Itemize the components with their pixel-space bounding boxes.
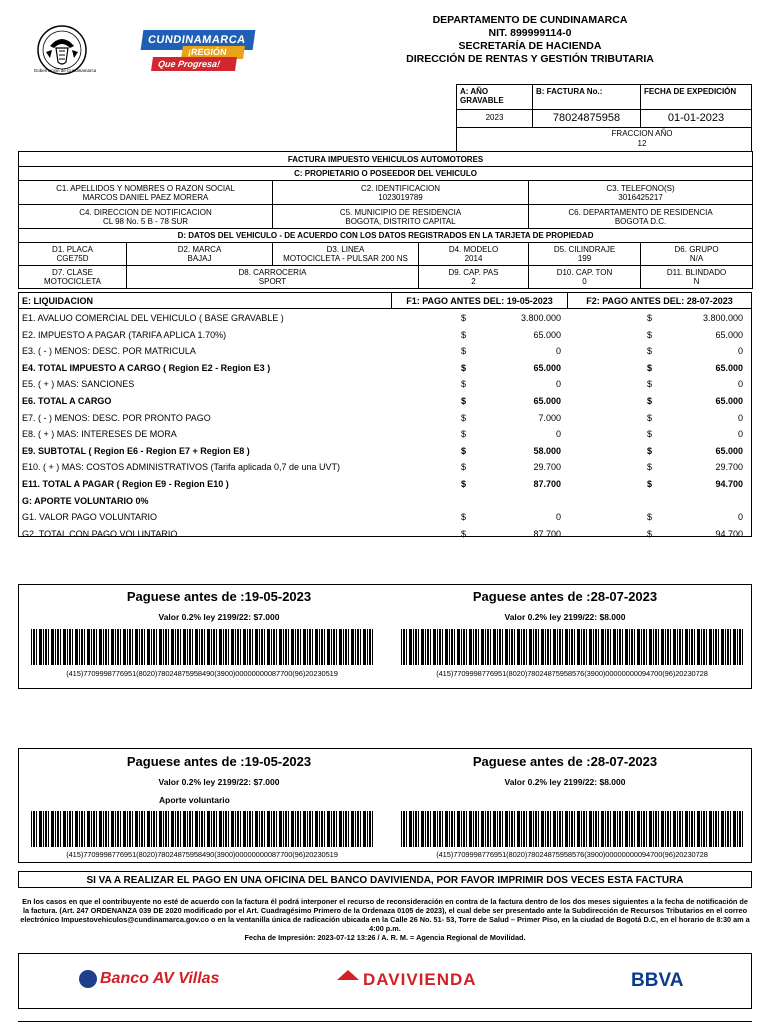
liquidacion-header — [19, 293, 751, 309]
d8-cell — [127, 266, 419, 289]
d7-value: MOTOCICLETA — [43, 277, 102, 286]
d6-value: N/A — [689, 254, 704, 263]
liquidacion-row — [19, 310, 751, 327]
f1-amount: 0 — [555, 429, 561, 440]
f1-currency: $ — [461, 412, 467, 423]
coupon2-left-barcode — [31, 811, 373, 847]
issuer-line-1: DEPARTAMENTO DE CUNDINAMARCA — [432, 14, 628, 26]
f1-header: F1: PAGO ANTES DEL: 19-05-2023 — [391, 293, 567, 308]
f1-currency: $ — [461, 445, 467, 456]
fecha-label: FECHA DE EXPEDICIÓN — [641, 85, 751, 110]
d6-cell — [641, 243, 753, 266]
coupon2-left-title: Paguese antes de :19-05-2023 — [126, 754, 312, 769]
d11-cell — [641, 266, 753, 289]
aporte-voluntario-title — [19, 493, 751, 510]
avvillas-icon — [79, 970, 97, 988]
liquidacion-row — [19, 443, 751, 460]
row-label: E1. AVALUO COMERCIAL DEL VEHICULO ( BASE GRAVABLE ) — [22, 313, 284, 323]
f1-currency: $ — [461, 528, 467, 539]
section-title: FACTURA IMPUESTO VEHICULOS AUTOMOTORES — [19, 152, 753, 167]
liquidacion-row — [19, 360, 751, 377]
liquidacion-section — [18, 292, 752, 537]
f1-amount: 3.800.000 — [520, 313, 561, 323]
row-label: E2. IMPUESTO A PAGAR (TARIFA APLICA 1.70%) — [22, 329, 227, 340]
liquidacion-title: E: LIQUIDACION — [22, 296, 93, 306]
row-label: E9. SUBTOTAL ( Region E6 - Region E7 + Region E8 ) — [22, 445, 250, 456]
f2-amount: 65.000 — [715, 362, 743, 373]
f1-currency: $ — [461, 462, 467, 473]
coupon1-left-barcode — [31, 629, 373, 665]
c4-value: CL 98 No. 5 B - 78 SUR — [102, 216, 189, 226]
d7-cell — [19, 266, 127, 289]
c1-label: C1. APELLIDOS Y NOMBRES O RAZON SOCIAL — [56, 183, 235, 193]
liquidacion-row — [19, 426, 751, 443]
f1-amount: 87.700 — [533, 528, 561, 539]
d1-cell — [19, 243, 127, 266]
d4-cell — [419, 243, 529, 266]
d5-cell — [529, 243, 641, 266]
coupon1-right-code: (415)7709998776951(8020)78024875958576(3900)00000000094700(96)20230728 — [436, 669, 708, 678]
row-label: E4. TOTAL IMPUESTO A CARGO ( Region E2 - Region E3 ) — [22, 362, 271, 373]
f2-amount: 0 — [737, 346, 743, 357]
coupon2-left-code: (415)7709998776951(8020)78024875958490(3900)00000000087700(96)20230519 — [66, 850, 338, 859]
bottom-divider — [18, 1021, 752, 1022]
liquidacion-row — [19, 327, 751, 344]
year-value: 2023 — [457, 110, 533, 128]
f2-amount: 65.000 — [715, 445, 743, 456]
aporte-title-text: G: APORTE VOLUNTARIO 0% — [22, 495, 149, 506]
c6-cell — [529, 205, 753, 229]
d3-value: MOTOCICLETA - PULSAR 200 NS — [283, 254, 408, 263]
f1-currency: $ — [461, 329, 467, 340]
avvillas-name: Banco AV Villas — [100, 970, 220, 988]
c2-value: 1023019789 — [378, 192, 423, 202]
davivienda-house-icon — [337, 970, 359, 980]
legal-text: En los casos en que el contribuyente no esté de acuerdo con la factura él podrá interponer el recurso de reconsideración en contra de la factura dentro de los dos meses siguientes a la fecha de notificación de la factura. (Art. 247 ORDENANZA 039 DE 2020 modificado por el Art. Cuadragésimo Primero de la Ordenaza 0105 de 2023), el cual debe ser presentado ante la Subdirección de Recursos Tributarios en el correo electrónico Impuestovehiculos@cundinamarca.gov.co o en la ventanilla única de radicación ubicada en la Calle 26 No. 51- 53, Torre de Salud – Primer Piso, en la ciudad de Bogotá D.C, en el horario de 8:30 am a 4:00 p.m. — [20, 897, 750, 933]
d3-cell — [273, 243, 419, 266]
f2-currency: $ — [647, 396, 653, 406]
bank-logos — [18, 953, 752, 1009]
d1-label: D1. PLACA — [52, 245, 93, 254]
c2-label: C2. IDENTIFICACION — [360, 183, 441, 193]
c3-label: C3. TELEFONO(S) — [606, 183, 675, 193]
d5-label: D5. CILINDRAJE — [553, 245, 616, 254]
f2-currency: $ — [647, 362, 653, 373]
f2-amount: 94.700 — [715, 479, 743, 489]
d10-value: 0 — [582, 277, 587, 286]
c5-value: BOGOTA, DISTRITO CAPITAL — [345, 216, 456, 226]
d3-label: D3. LINEA — [326, 245, 365, 254]
f1-amount: 65.000 — [533, 329, 561, 340]
row-label: E6. TOTAL A CARGO — [22, 396, 112, 406]
coupon2-right-barcode — [401, 811, 743, 847]
c3-cell — [529, 181, 753, 205]
f1-amount: 29.700 — [533, 462, 561, 473]
f2-amount: 65.000 — [715, 329, 743, 340]
issuer-header — [330, 14, 730, 66]
avvillas-logo — [79, 970, 219, 988]
f1-amount: 0 — [555, 379, 561, 390]
d5-value: 199 — [577, 254, 592, 263]
f2-amount: 0 — [737, 512, 743, 523]
f2-header: F2: PAGO ANTES DEL: 28-07-2023 — [567, 293, 751, 308]
issuer-line-3: SECRETARÍA DE HACIENDA — [458, 40, 602, 52]
d10-cell — [529, 266, 641, 289]
coupon1-left-title: Paguese antes de :19-05-2023 — [126, 589, 312, 604]
coupon1-right-title: Paguese antes de :28-07-2023 — [472, 589, 658, 604]
payment-coupon-1 — [18, 584, 752, 689]
coupon1-left-value: Valor 0.2% ley 2199/22: $7.000 — [158, 612, 280, 622]
print-date: Fecha de Impresión: 2023-07-12 13:26 / A. R. M. = Agencia Regional de Movilidad. — [244, 933, 526, 942]
liquidacion-row — [19, 509, 751, 526]
payment-coupon-2 — [18, 748, 752, 863]
d8-value: SPORT — [258, 277, 287, 286]
f2-currency: $ — [647, 313, 653, 323]
f2-currency: $ — [647, 429, 653, 440]
f2-amount: 65.000 — [715, 396, 743, 406]
f2-amount: 3.800.000 — [702, 313, 743, 323]
invoice-id-box — [456, 84, 752, 152]
f2-currency: $ — [647, 329, 653, 340]
c4-label: C4. DIRECCION DE NOTIFICACION — [79, 207, 212, 217]
liquidacion-row — [19, 410, 751, 427]
vehicle-owner-table — [18, 151, 753, 289]
issuer-line-4: DIRECCIÓN DE RENTAS Y GESTIÓN TRIBUTARIA — [406, 53, 654, 65]
factura-value: 78024875958 — [533, 110, 641, 128]
d11-value: N — [693, 277, 700, 286]
row-label: E5. ( + ) MAS: SANCIONES — [22, 379, 135, 390]
d9-label: D9. CAP. PAS — [448, 268, 499, 277]
d6-label: D6. GRUPO — [674, 245, 719, 254]
liquidacion-row — [19, 376, 751, 393]
f2-amount: 94.700 — [715, 528, 743, 539]
f1-currency: $ — [461, 429, 467, 440]
f2-currency: $ — [647, 412, 653, 423]
c1-cell — [19, 181, 273, 205]
issuer-line-2: NIT. 899999114-0 — [488, 27, 572, 39]
f2-currency: $ — [647, 346, 653, 357]
d11-label: D11. BLINDADO — [666, 268, 727, 277]
c2-cell — [273, 181, 529, 205]
cundinamarca-logo — [142, 30, 254, 74]
f1-currency: $ — [461, 479, 467, 489]
f2-amount: 29.700 — [715, 462, 743, 473]
year-label: A: AÑO GRAVABLE — [457, 85, 533, 110]
factura-label: B: FACTURA No.: — [533, 85, 641, 110]
f1-amount: 0 — [555, 346, 561, 357]
brand-line1: CUNDINAMARCA — [141, 30, 256, 50]
f2-amount: 0 — [737, 412, 743, 423]
f1-amount: 87.700 — [533, 479, 561, 489]
brand-line3: Que Progresa! — [151, 57, 237, 71]
f1-currency: $ — [461, 313, 467, 323]
propietario-title: C: PROPIETARIO O POSEEDOR DEL VEHICULO — [19, 167, 753, 181]
row-label: E10. ( + ) MAS: COSTOS ADMINISTRATIVOS (Tarifa aplicada 0,7 de una UVT) — [22, 462, 341, 473]
liquidacion-row — [19, 476, 751, 493]
f1-currency: $ — [461, 379, 467, 390]
f1-currency: $ — [461, 396, 467, 406]
bbva-logo: BBVA — [631, 970, 684, 991]
d2-value: BAJAJ — [187, 254, 212, 263]
f2-amount: 0 — [737, 379, 743, 390]
liquidacion-row — [19, 459, 751, 476]
f1-currency: $ — [461, 362, 467, 373]
seal-caption: Gobernación de Cundinamarca — [33, 68, 97, 73]
d8-label: D8. CARROCERIA — [238, 268, 307, 277]
coupon2-left-value: Valor 0.2% ley 2199/22: $7.000 — [158, 777, 280, 787]
print-warning: SI VA A REALIZAR EL PAGO EN UNA OFICINA DEL BANCO DAVIVIENDA, POR FAVOR IMPRIMIR DOS VECES ESTA FACTURA — [18, 871, 752, 888]
coupon1-right-barcode — [401, 629, 743, 665]
d2-cell — [127, 243, 273, 266]
c1-value: MARCOS DANIEL PAEZ MORERA — [82, 192, 209, 202]
f1-amount: 65.000 — [533, 396, 561, 406]
row-label: E7. ( - ) MENOS: DESC. POR PRONTO PAGO — [22, 412, 211, 423]
row-label: E8. ( + ) MAS: INTERESES DE MORA — [22, 429, 177, 440]
c4-cell — [19, 205, 273, 229]
fraccion-label: FRACCION AÑO — [611, 129, 673, 138]
liquidacion-row — [19, 393, 751, 410]
coupon2-right-code: (415)7709998776951(8020)78024875958576(3900)00000000094700(96)20230728 — [436, 850, 708, 859]
f1-currency: $ — [461, 346, 467, 357]
row-label: E3. ( - ) MENOS: DESC. POR MATRICULA — [22, 346, 196, 357]
coupon2-right-value: Valor 0.2% ley 2199/22: $8.000 — [504, 777, 626, 787]
liquidacion-row — [19, 343, 751, 360]
f2-currency: $ — [647, 462, 653, 473]
davivienda-name: DAVIVIENDA — [363, 970, 477, 989]
f2-currency: $ — [647, 479, 653, 489]
brand-line2: ¡REGIÓN — [181, 46, 245, 59]
d10-label: D10. CAP. TON — [556, 268, 613, 277]
f2-currency: $ — [647, 512, 653, 523]
d1-value: CGE75D — [56, 254, 89, 263]
coupon1-right-value: Valor 0.2% ley 2199/22: $8.000 — [504, 612, 626, 622]
row-label: E11. TOTAL A PAGAR ( Region E9 - Region E10 ) — [22, 479, 229, 489]
f2-amount: 0 — [737, 429, 743, 440]
d4-value: 2014 — [464, 254, 483, 263]
f2-currency: $ — [647, 445, 653, 456]
f1-amount: 0 — [555, 512, 561, 523]
f2-currency: $ — [647, 528, 653, 539]
fecha-value: 01-01-2023 — [641, 110, 751, 128]
vehiculo-title: D: DATOS DEL VEHICULO - DE ACUERDO CON LOS DATOS REGISTRADOS EN LA TARJETA DE PROPIEDAD — [19, 229, 753, 243]
d4-label: D4. MODELO — [448, 245, 499, 254]
d7-label: D7. CLASE — [52, 268, 93, 277]
c3-value: 3016425217 — [618, 192, 663, 202]
davivienda-logo — [337, 970, 477, 990]
d9-value: 2 — [471, 277, 476, 286]
f2-currency: $ — [647, 379, 653, 390]
c6-value: BOGOTA D.C. — [614, 216, 667, 226]
row-label: G1. VALOR PAGO VOLUNTARIO — [22, 512, 158, 523]
f1-amount: 65.000 — [533, 362, 561, 373]
c5-label: C5. MUNICIPIO DE RESIDENCIA — [339, 207, 462, 217]
row-label: G2. TOTAL CON PAGO VOLUNTARIO — [22, 528, 178, 539]
c5-cell — [273, 205, 529, 229]
f1-currency: $ — [461, 512, 467, 523]
coupon2-right-title: Paguese antes de :28-07-2023 — [472, 754, 658, 769]
fraccion-box — [533, 128, 751, 151]
f1-amount: 58.000 — [533, 445, 561, 456]
coupon2-voluntary-label: Aporte voluntario — [159, 795, 230, 805]
liquidacion-row — [19, 526, 751, 543]
coupon1-left-code: (415)7709998776951(8020)78024875958490(3900)00000000087700(96)20230519 — [66, 669, 338, 678]
fraccion-value: 12 — [637, 139, 647, 148]
c6-label: C6. DEPARTAMENTO DE RESIDENCIA — [568, 207, 713, 217]
d9-cell — [419, 266, 529, 289]
f1-amount: 7.000 — [538, 412, 561, 423]
legal-notice — [20, 897, 750, 942]
d2-label: D2. MARCA — [177, 245, 222, 254]
